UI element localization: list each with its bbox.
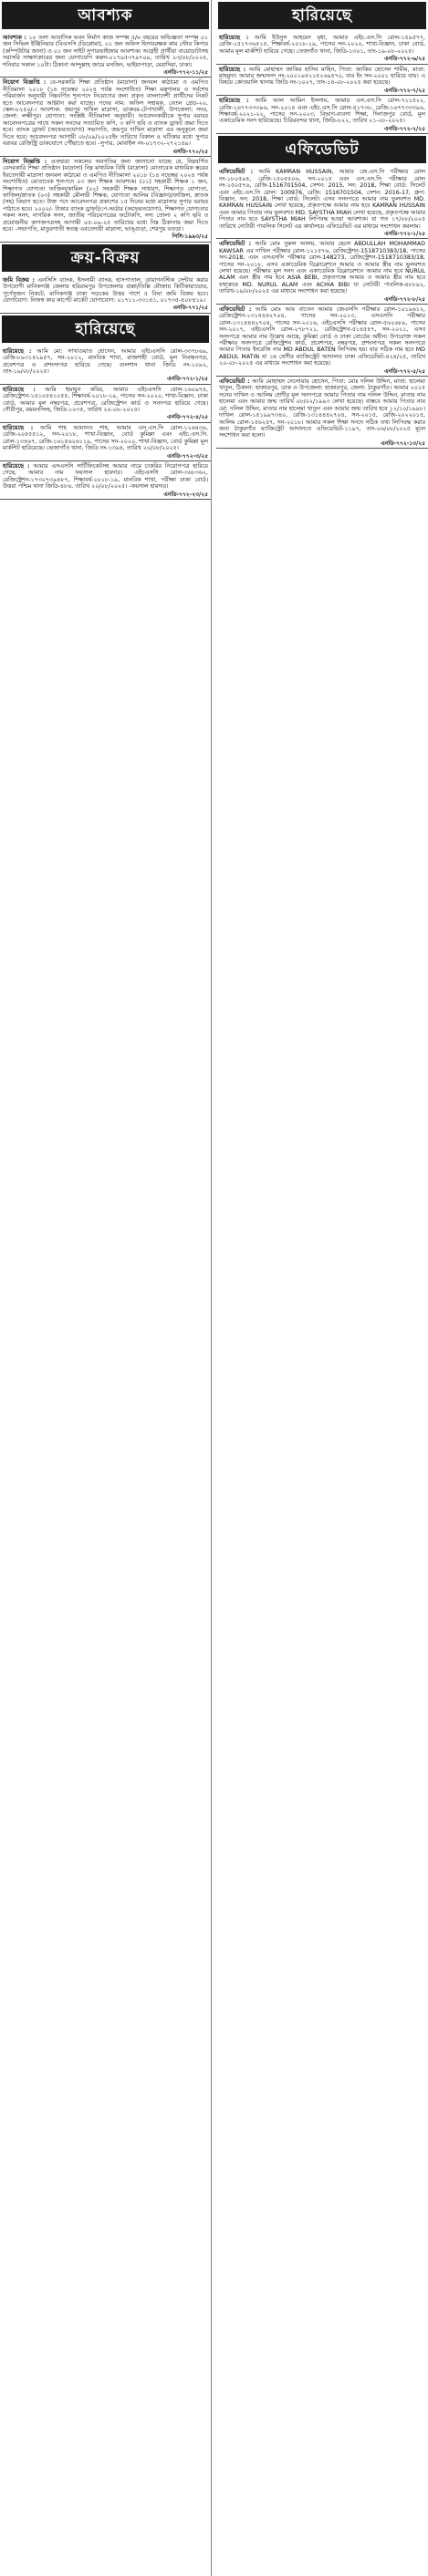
ad-text: আমি ইউনুস আহমেদ মৃধা, আমার এইচ.এস.সি রোল-১৫৯৫৭৭, রেজি-১৫১৭৩৬৫১৫, শিক্ষাবর্ষ-২০১৮-১৯, পাসের সন-২০২০, শাখা-বিজ্ঞান, ঢাকা বোর্ড, আমার মূল মার্কশিট হারিয়ে গেছে। তেজগাঁও থানা, জিডি-১৩০১, তাং-১৯-০৮-২০২৫।	[219, 35, 425, 55]
classified-ad	[0, 78, 211, 156]
ad-lead: এফিডেভিট :	[219, 378, 250, 386]
classified-ad	[216, 239, 428, 305]
ad-lead: হারিয়েছে :	[3, 386, 36, 393]
classified-ad	[0, 385, 211, 423]
ad-lead: নিয়োগ বিজ্ঞপ্তি :	[3, 79, 47, 87]
ad-lead: হারিয়েছে :	[219, 35, 249, 41]
ad-code: এনডি-৭৭২-৭/২৫	[384, 87, 425, 94]
ad-text: আমি KAMRAN HUSSAIN, আমার জে.এস.সি পরীক্ষার রোল নং-১৮০৫৯৪, রেজি-১৫০৫৫০৬, সন-২০১৫ এবং এস.এস.সি পরীক্ষার রোল নং-১৫০৫৭৬, রেজি-1516701504, সেশন: 2015, সন: 2018, শিক্ষা বোর্ড: সিলেট এবং এইচ.এস.সি রোল: 100976, রেজি: 1516701504, সেশন: 2016-17, গ্রুপ: বিজ্ঞান, সন: 2018, শিক্ষা বোর্ড: সিলেট। এসব সনদপত্রে আমার নাম ভুলবশত MD. KAMRAN HUSSAIN লেখা হয়েছে, প্রকৃতপক্ষে আমার নাম হবে KAMRAN HUSSAIN এবং আমার পিতার নাম ভুলবশত MD. SAYSTHA MIAH লেখা হয়েছে, প্রকৃতপক্ষে আমার পিতার নাম হবে SAYSTHA MIAH লিপিবদ্ধ হওয়া আবশ্যক। যা গত ১৭/০৮/২০২৫ তারিখে নোটারী পাবলিক সিলেট এর কার্যালয়ে এফিডেভিট এর মাধ্যমে সংশোধন করলাম।	[219, 169, 425, 230]
ad-code: এনডি-৭৭২-১/২৫	[167, 376, 208, 383]
section-header-lost-right: হারিয়েছে	[218, 2, 426, 29]
ads-affidavit	[216, 167, 428, 449]
ad-lead: আবশ্যক :	[3, 35, 26, 41]
classified-ad	[216, 377, 428, 449]
ad-lead: হারিয়েছে :	[3, 347, 32, 355]
ad-text: ১০ তলা আবাসিক ভবন নির্মাণ কাজ সম্পন্ন ৫/৬ বছরের অভিজ্ঞতা সম্পন্ন ০১ জন সিভিল ইঞ্জিনিয়ার (বিএসসি /ডিপ্লোমা), ০১ জন অফিস হিসাবরক্ষক কাম স্টোর কিপার (কম্পিউটার জানা) ও ০১ জন সাইট সুপারভাইজার আবশ্যক। আগ্রহী প্রার্থীরা বায়োডাটাসহ সরাসরি সাক্ষাৎকারের জন্য যোগাযোগ করুন-০১৭৯৫৩৭৯৭০৯, তারিখ ২৩/০৮/২০২৫, শনিবার সকাল ১০টা। ঠিকানা আন্দুল্লাহ জামে মসজিদ, ভাইয়াপাড়া, মেরাদিয়া, ঢাকা।	[3, 35, 208, 68]
section-header-lost: হারিয়েছে	[2, 316, 209, 343]
classified-ad	[0, 275, 211, 314]
ad-code: এনডি-৭৭২-৫/২৫	[384, 367, 425, 375]
classified-ad	[0, 347, 211, 385]
ad-code: এনডি-৭৭২-২৩/২৫	[163, 491, 208, 498]
ad-code: এনডি-৭৭০/২৫	[172, 148, 208, 155]
ad-code: এনডি-৭৭২-১৩/২৫	[381, 440, 425, 447]
classified-ad	[216, 167, 428, 239]
ad-lead: এফিডেভিট :	[219, 241, 252, 248]
section-header-buy-sell: ক্রয়-বিক্রয়	[2, 244, 209, 272]
ad-lead: হারিয়েছে :	[219, 98, 249, 105]
ad-lead: হারিয়েছে :	[3, 424, 34, 431]
ad-text: আমি মোহাম্মদ দেলোয়ার হোসেন, পিতা: মোঃ দলিল উদ্দিন, মাতা: হালেমা খাতুন, ঠিকানা: হাজারপুর, ডাক ও উপজেলা: হাজারপুর, জেলা: ঠাকুরগাঁও। আমার ২০১৫ সনের দাখিল ও আলিম শ্রেণীর মূল সনদপত্রে আমার পিতার নাম দলিল উদ্দিন, মাতার নাম হালেমা এবং আমার জন্ম তারিখ ০৮/০২/১৯৯৩ লেখা হয়েছে। বাস্তবে আমার পিতার নাম মো: দলিল উদ্দিন, মাতার নাম হালেমা খাতুন এবং আমার জন্ম তারিখ হবে ১২/১০/১৯৯৮। দাখিল রোল-১৫১৯৯৭৩৪০, রেজি-১৩১৪৪৪২৭০৪, সন-২০১৫, রেজি-২০২২০১৫, আলিম রোল-১৫৬২৪৭, সন-২০১৮। আমার সকল শিক্ষা সনদে সঠিক তথ্য লিপিবদ্ধ করার জন্য ঠাকুরগাঁও ম্যাজিস্ট্রেট আদালতে এফিডেভিট-১১৯৭, তাং-০৬/০৮/২০২৫ মূলে সংশোধন করা হলো।	[219, 378, 425, 440]
ad-code: এনডি-৭৭২-৮/২৫	[384, 295, 425, 303]
ad-code: পিসি-১৯৯৩/২৫	[172, 233, 208, 241]
ad-lead: এফিডেভিট :	[219, 169, 254, 176]
ad-text: আমি শাহ আমানত শাহ, আমার এস.এস.সি রোল-১২৬৪৩৬, রেজি-২০৫৫৫১২, সন-২০১৮, শাখা-বিজ্ঞান, বোর্ড কুমিল্লা এবং এইচ.এস.সি. রোল-১৩৪৬৭, রেজি-১৬১৫৬২৬১১৯, পাসের সন-২০২০, শাখা-বিজ্ঞান, বোর্ড কুমিল্লা মূল মার্কশিট হারিয়েছে। ভেজাগাঁও থানা, জিডি নং-১৩৯৪, তারিখ ২০/০৮/২০২৫।	[3, 424, 208, 452]
ad-text: আমি আল আমিন ইসলাম, আমার এস.এস.সি রোল-৭১১৫২২, রেজি-১৬৭৭৩৩৩৯৬, সন-২০১৪ এবং এইচ.এস.সি রোল-৪১৭৩৮, রেজি-১৬৭৭৩৩৩৯৬, শিক্ষাবর্ষ-২০২১-২২, পাসের সন-২০২৩, বিভাগ-ব্যবসা শিক্ষা, দিনাজপুর বোর্ড, মূল একাডেমিক সনদ হারিয়েছে। চিরিরবন্দর থানা, জিডি-৮২২, তারিখ ২১-০৮-২০২৫।	[219, 98, 425, 125]
ad-text: আমি মোঃ নুরুল আলম, আমার ছেলে ABDULLAH MOHAMMAD KAWSAR এর দাখিল পরীক্ষার রোল-১২১৫৭৬, রেজিস্ট্রেশন-1518710383/18, পাসের সন-2018, এবং এসএসসি পরীক্ষার রোল-148273, রেজিস্ট্রেশন-1518710383/18, পাসের সন-২০১৮, এসব একাডেমিক ডিক্লারেশনে আমার ও আমার স্ত্রীর নাম ভুলবশত লেখা হয়েছে। পরীক্ষার মূল সনদ এবং একাডেমিক ডিক্লারেশনে আমার নাম হবে NURUL ALAM এবং স্ত্রীর নাম হবে ASIA BEBI, প্রকৃতপক্ষে আমার ও আমার স্ত্রীর নাম হবে যথাক্রমে MD. NURUL ALAM এবং ACHIA BIBI যা নোটারী পাবলিক-৪৮৮৯২, তারিখ-১৯/০৮/২০২৫ এর মাধ্যমে সংশোধন করা হয়েছে।	[219, 241, 425, 295]
ad-lead: নিয়োগ বিজ্ঞপ্তি :	[3, 158, 47, 165]
section-header-wanted: আবশ্যক	[2, 2, 209, 29]
ad-lead: হারিয়েছে :	[219, 66, 246, 73]
ad-text: বে-সরকারি শিক্ষা প্রতিষ্ঠান (মাদ্রাসা) জনবল কাঠামো ও এমপিও নীতিমালা ২০১৮ (১৪ নভেম্বর ২০২৪ পর্যন্ত সংশোধিত) শিক্ষা মন্ত্রণালয় ও সর্বশেষ পরিমার্জন অনুযায়ী নিম্নবর্ণিত শূন্যপদে নিয়োগের জন্য প্রকৃত বাংলাদেশী প্রার্থীদের নিকট হতে আবেদনপত্র আহ্বান করা যাচ্ছে। পদের নাম: অফিস সহায়ক, বেতন গ্রেড-২০, স্কেল-৮২৫০/-। আবশ্যক: জয়পুর দাখিল মাদ্রাসা, ডাকঘর-টেপাখালী, উপজেলা: সদর, জেলা: লক্ষীপুর। যোগ্যতা: সংশ্লিষ্ট নীতিমালা অনুযায়ী। আবেদনকারীকে সুপার বরাবর আবেদনপত্রের সাথে সকল সনদের সত্যায়িত কপি, ৩ কপি ছবি ও ব্যাংক ড্রাফট জমা দিতে হবে। ব্যাংক ড্রাফট (অফেরতযোগ্য) সভাপতি, জয়পুর দাখিল মাদ্রাসা এর অনুকূলে জমা দিতে হবে। আবেদনপত্র আগামী ০৮/০৯/২০২৫ইং তারিখে বিকাল ৪ ঘটিকার মধ্যে সুপার বরাবর রেজিস্ট্রি ডাকযোগে পৌঁছাতে হবে। -সুপার, মোবাইল নং-০১৭৩২-২৭২১৪৯।	[3, 79, 208, 148]
ad-code: এনডি-৭৭২-৪/২৫	[167, 414, 208, 421]
section-header-affidavit: এফিডেভিট	[218, 136, 426, 163]
ad-code: এনডি-৭৭২-২/২৫	[384, 125, 425, 132]
ad-code: এনডি-৭৭২-১১/২৫	[163, 69, 208, 77]
ad-code: এনডি-৭৭২-৩/২৫	[167, 452, 208, 460]
ad-text: আমি মোহাম্মদ জাকির হাসিব মাহিন, পিতা: জাকির হোসেন শামীম, মাতা: মাহমুদা। আমার জন্মসনদ নং-২০০১৯৫২১৫২৬৯৫৭০, যার ইং সন-২০০১ হারিয়ে যায়। এ বিষয়ে কোতয়ালি থানায় জিডি নং-১০২৭, তাং-১৪-০৮-২০২৫ করা হয়েছে।	[219, 66, 425, 87]
ads-buy-sell	[0, 275, 211, 314]
ads-wanted	[0, 33, 211, 243]
ads-lost-right	[216, 33, 428, 134]
ad-text: আমি হুমায়ুন কবির, আমার এইচএসসি রোল-১৬০৯৭৪, রেজিস্ট্রেশন-১৫১০৫৪১০৫৫, শিক্ষাবর্ষ-২০১৮-১৯, পাসের সন-২০২০, শাখা-বিজ্ঞান, ঢাকা বোর্ড, আমার মূল নম্বরপত্র, প্রবেশপত্র, রেজিস্ট্রেশন কার্ড ও সনদপত্র হারিয়ে গেছে। গৌরীপুর, ময়মনসিংহ, জিডি-১০৩৫, তারিখ ২০-০৮-২০২৫।	[3, 386, 208, 414]
ad-text: আমার এসএসসি সার্টিফিকেটসহ আমার নামে চাকরির নিয়োগপত্র হারিয়ে গেছে, আমার নাম ফয়সাল হায়দার। এইচএসসি রোল-৩৬৮৩৬২, রেজিস্ট্রেশন-১৭৩০৭৩৯৪৮৭, শিক্ষাবর্ষ-২০১৮-১৯, মানবিক শাখা, পরীক্ষা ঢাকা বোর্ড। উত্তরা পশ্চিম থানা জিডি-৪৮৬, তারিখ ২০/০৮/২০২৫। -ফয়সাল হায়দার।	[3, 462, 208, 491]
classified-ad	[0, 461, 211, 500]
ad-text: আমি মো: সাখাওয়াত হোসেন, আমার এইচএসসি রোল-৩৩৭৮৬৯, রেজি-৮৯৩১৪২৯৫৭, সন-২০১২, মানবিক শাখা, রাজশাহী বোর্ড, মূল নিবন্ধনপত্র, প্রবেশপত্র ও প্রশংসাপত্র হারিয়ে গেছে। গুলশান থানা জিডি নং-১০৯২, তাং-১৯/০৮/২০২৫।	[3, 347, 208, 376]
ad-code: এনডি-৭৭১/২৫	[172, 305, 208, 312]
ads-lost	[0, 347, 211, 500]
classified-ad	[0, 423, 211, 461]
ad-lead: হারিয়েছে :	[3, 462, 30, 470]
ad-text: এনসিসি ব্যাংক, ইসলামী ব্যাংক, হাসপাতাল, ডায়াগনস্টিক সেন্টার করার উপযোগী মানিকগঞ্জ জেলার হরিরামপুর উপজেলার বাল্লা/তিল্লি মৌজায় কিটিকারাভোর, পুর্ণেসুজন নিকটে, মানিকগঞ্জ ঢাকা সড়কের উত্তর পাশে ৫ বিঘা জমি বিক্রয় হবে। যোগাযোগ: নিজস্ব কার কার্পেট মার্কেট যোগাযোগ: ০১৭১১-৩৩১৪১, ০১৭৩৫-৪০৮৪১৯।	[3, 276, 208, 304]
ad-code: এনডি-৭৭২-৬/২৫	[384, 56, 425, 63]
right-column	[216, 0, 428, 2576]
ad-lead: এফিডেভিট :	[219, 306, 252, 313]
classified-ad	[216, 96, 428, 134]
ad-code: এনডি-৭৭২-১/২৫	[384, 230, 425, 237]
classified-ad	[0, 33, 211, 78]
classified-ad	[0, 157, 211, 243]
ad-text: আমি মোঃ আঃ বাতেন আমার জেএসসি পরীক্ষার রোল-১০১৯৬১২, রেজিস্ট্রেশন-১৩১৪৪৪২৭০৪, পাসের সন-২০১৩, এসএসসি পরীক্ষার রোল-১৩১৪৪৪২৭০৪, পাসের সন-২০১৬, এইচএসসি পরীক্ষার রোল-৫৬২৬৮৯, পাসের সন-২০১৭, এইচএসসি রোল-২৭৮৭২১, রেজিস্ট্রেশন-৫১৪৫৪৭, সন-২০২১, এসব সনদপত্রে আমার নাম উল্লেখ আছে, কুমিল্লা বোর্ড ও ঢাকা বোর্ডের অধীন। উপরোক্ত সকল পরীক্ষার সনদপত্রে রেজিস্ট্রেশন কার্ড, প্রবেশপত্র, নম্বরপত্র, প্রশংসাপত্র সকল সনদপত্রে আমার পিতার ইংরেজি নাম MD ABDUL BATEN লিপিবদ্ধ হয়। যার সঠিক নাম হবে MD ABDUL MATIN যা ১ম শ্রেণীর ম্যাজিস্ট্রেট আদালত ঢাকা এফিডেভিট-৪২৪/২৫, তারিখ ২০-০৮-২০২৫ এর মাধ্যমে সংশোধন করা হয়েছে।	[219, 306, 425, 367]
left-column	[0, 0, 212, 2576]
classified-ad	[216, 305, 428, 377]
classified-ad	[216, 33, 428, 65]
ad-text: এতদ্বারা সকলের অবগতির জন্য জানানো যাচ্ছে যে, নিম্নবর্ণিত বেসরকারি শিক্ষা প্রতিষ্ঠান (মাদ্রাসা) নিম্ন মাধ্যমিক বিধি (মাদ্রাসা) মোতাবেক মাধ্যমিক স্তরের ইবতেদায়ী মাদ্রাসা জনবল কাঠামো ও এমপিও নীতিমালা ২০১৮ (১৪ নভেম্বর ২০২৪ পর্যন্ত সংশোধিত) মোতাবেক শূন্যপদে ০৩ জন শিক্ষক আবশ্যক। (০১) সহকারী শিক্ষক ১ জন, শিক্ষাগত যোগ্যতা ফাজিল/কামিল (০২) সহকারী শিক্ষক সাধারণ, শিক্ষাগত যোগ্যতা, ফাজিল/স্নাতক (০৩) সহকারী মৌলভী শিক্ষক, যোগ্যতা আলিম (বিজ্ঞান)/ফাজিল, স্নাতক (সহ) বিভাগ হতে। উক্ত পদে আবেদনপত্র প্রকাশের ১৫ দিনের মধ্যে মাদ্রাসার সুপার বরাবর পাঠাতে হবে। ২০০০/- টাকার ব্যাংক ড্রাফট/পে-অর্ডার (অফেরতযোগ্য), শিক্ষাগত যোগ্যতার সকল সনদ, নাগরিক সনদ, জাতীয় পরিচয়পত্রের ফটোকপি, সদ্য তোলা ২ কপি ছবি ও প্রয়োজনীয় কাগজপত্রসহ আগামী ০৫-০৯-২৫ তারিখের মধ্যে নিম্ন ঠিকানায় জমা দিতে হবে। -সভাপতি, মাতুরগাতী স্বতন্ত্র এবতেদায়ী মাদ্রাসা, ভাঙ্গুড়া, শেরপুর বগুড়া।	[3, 158, 208, 233]
ad-lead: জমি বিক্রয় :	[3, 276, 35, 284]
classified-ad	[216, 65, 428, 97]
